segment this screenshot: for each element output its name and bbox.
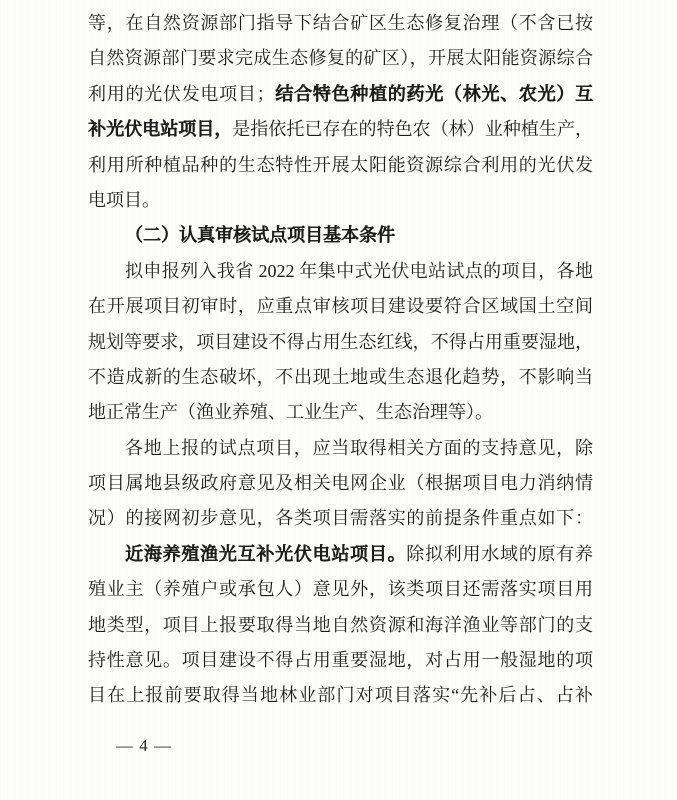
text-segment: 各地上报的试点项目，应当取得相关方面的支持意见，除 (125, 437, 593, 458)
text-segment: 目在上报前要取得当地林业部门对项目落实“先补后占、占补 (88, 685, 593, 706)
text-segment: 在开展项目初审时，应重点审核项目建设要符合区域国土空间 (88, 296, 593, 317)
text-segment: 自然资源部门要求完成生态修复的矿区），开展太阳能资源综合 (88, 48, 593, 69)
text-line-15 (88, 501, 593, 536)
text-line-11 (88, 360, 593, 395)
text-line-16 (88, 537, 593, 572)
text-line-4 (88, 112, 593, 147)
text-segment: 殖业主（养殖户或承包人）意见外，该类项目还需落实项目用 (88, 579, 593, 600)
text-segment: 规划等要求，项目建设不得占用生态红线，不得占用重要湿地， (88, 331, 593, 352)
text-line-5 (88, 148, 593, 183)
text-segment: 地类型，项目上报要取得当地自然资源和海洋渔业等部门的支 (88, 614, 593, 635)
text-segment-bold: 近海养殖渔光互补光伏电站项目。 (125, 543, 407, 564)
text-line-13 (88, 431, 593, 466)
text-segment: 地正常生产（渔业养殖、工业生产、生态治理等）。 (88, 402, 493, 423)
text-line-3 (88, 77, 593, 112)
text-line-10 (88, 325, 593, 360)
text-line-17 (88, 572, 593, 607)
text-line-12 (88, 395, 593, 430)
document-body (88, 6, 593, 714)
heading-text: （二）认真审核试点项目基本条件 (125, 225, 395, 246)
text-segment: 拟申报列入我省 2022 年集中式光伏电站试点的项目，各地 (125, 260, 593, 281)
text-segment: 电项目。 (88, 189, 160, 210)
text-line-14 (88, 466, 593, 501)
text-segment: 持性意见。项目建设不得占用重要湿地，对占用一般湿地的项 (88, 650, 593, 671)
text-line-6 (88, 183, 593, 218)
text-segment-bold: 结合特色种植的药光（林光、农光）互 (274, 83, 593, 104)
text-segment: 除拟利用水域的原有养 (406, 543, 593, 564)
text-segment: 利用所种植品种的生态特性开展太阳能资源综合利用的光伏发 (88, 154, 593, 175)
text-segment: 等，在自然资源部门指导下结合矿区生态修复治理（不含已按 (88, 13, 593, 33)
text-line-1 (88, 6, 593, 41)
text-segment: 项目属地县级政府意见及相关电网企业（根据项目电力消纳情 (88, 473, 593, 494)
text-line-9 (88, 289, 593, 324)
text-segment: 不造成新的生态破坏，不出现土地或生态退化趋势，不影响当 (88, 366, 593, 387)
text-segment: 况）的接网初步意见，各类项目需落实的前提条件重点如下： (88, 508, 593, 529)
text-line-2 (88, 41, 593, 76)
text-segment-bold: 补光伏电站项目， (88, 119, 233, 140)
page-number: — 4 — (116, 736, 172, 755)
text-line-20 (88, 678, 593, 713)
text-segment: 利用的光伏发电项目； (88, 83, 275, 104)
text-line-8 (88, 254, 593, 289)
text-segment: 是指依托已存在的特色农（林）业种植生产， (232, 119, 593, 140)
text-line-19 (88, 643, 593, 678)
section-heading (88, 218, 593, 253)
text-line-18 (88, 608, 593, 643)
